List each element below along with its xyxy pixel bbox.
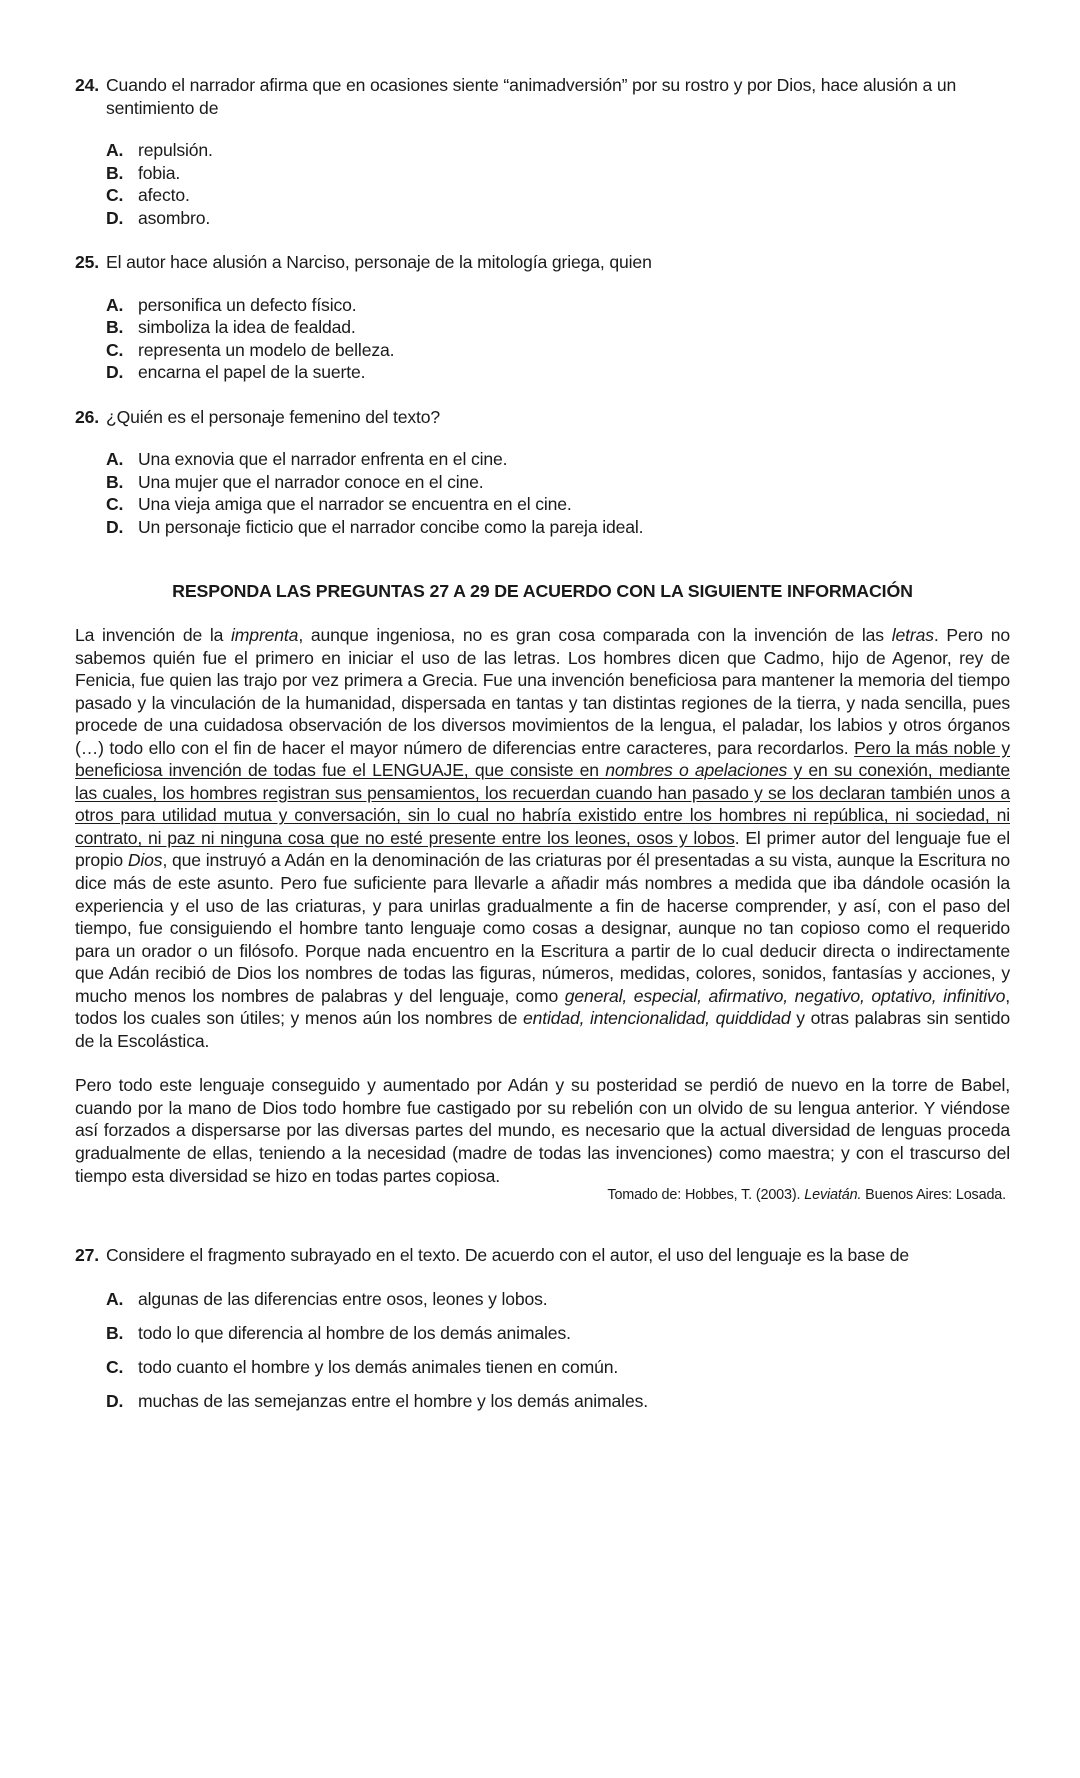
- option-d[interactable]: [106, 516, 1010, 539]
- option-b[interactable]: [106, 1322, 1010, 1345]
- option-text: personifica un defecto físico.: [138, 294, 357, 315]
- option-letter: B.: [106, 1322, 124, 1343]
- passage-text: , aunque ingeniosa, no es gran cosa comparada con la invención de las: [298, 625, 892, 645]
- option-text: asombro.: [138, 207, 211, 228]
- question-stem: El autor hace alusión a Narciso, personaje de la mitología griega, quien: [106, 252, 652, 272]
- passage-italic-text: general, especial, afirmativo, negativo, optativo, infinitivo: [564, 985, 1006, 1006]
- passage-text: . El primer autor del lenguaje fue el propio: [75, 827, 1010, 871]
- option-text: muchas de las semejanzas entre el hombre y los demás animales.: [138, 1390, 648, 1411]
- option-letter: A.: [106, 294, 124, 315]
- passage-text: , que instruyó a Adán en la denominación de las criaturas por él presentadas a su vista, aunque la Escritura no dice más de este asunto. Pero fue suficiente para llevarle a añadir más nombres a medida que iba dándole ocasión la experiencia y el uso de las criaturas, y para unirlas gradualmente a fin de hacerse comprender, y así, con el paso del tiempo, fue consiguiendo el hombre tanto lenguaje como cosas a designar, aunque no tan copioso como el requerido para un orador o un filósofo. Porque nada encuentro en la Escritura a partir de lo cual deducir directa o indirectamente que Adán recibió de Dios los nombres de todas las figuras, números, medidas, colores, sonidos, fantasías y acciones, y mucho menos los nombres de palabras y del lenguaje, como: [75, 850, 1010, 1006]
- source-citation: [75, 1187, 1006, 1204]
- passage-paragraph-2: Pero todo este lenguaje conseguido y aumentado por Adán y su posteridad se perdió de nuevo en la torre de Babel, cuando por la mano de Dios todo hombre fue castigado por su rebelión con un olvido de su lengua anterior. Y viéndose así forzados a dispersarse por las diversas partes del mundo, es necesario que la actual diversidad de lenguas proceda gradualmente de ellas, teniendo a la necesidad (madre de todas las invenciones) como maestra; y con el trascurso del tiempo esta diversidad se hizo en todas partes copiosa.: [75, 1075, 1010, 1186]
- option-d[interactable]: [106, 361, 1010, 384]
- option-d[interactable]: [106, 1390, 1010, 1413]
- option-text: afecto.: [138, 185, 190, 205]
- option-letter: C.: [106, 185, 124, 205]
- option-text: todo cuanto el hombre y los demás animales tienen en común.: [138, 1356, 619, 1377]
- option-a[interactable]: [106, 1288, 1010, 1311]
- option-text: Una exnovia que el narrador enfrenta en el cine.: [138, 449, 508, 469]
- question-stem: ¿Quién es el personaje femenino del texto?: [106, 406, 441, 427]
- option-letter: D.: [106, 362, 124, 382]
- option-b[interactable]: [106, 162, 1010, 185]
- option-text: Una mujer que el narrador conoce en el cine.: [138, 471, 484, 492]
- question-number: 24.: [75, 75, 100, 95]
- option-b[interactable]: [106, 471, 1010, 494]
- question-number: 27.: [75, 1245, 100, 1266]
- passage-text: Pero la más noble y beneficiosa invención de todas fue el LENGUAJE, que consiste en: [75, 737, 1010, 781]
- exam-page: [75, 74, 1010, 1424]
- option-letter: C.: [106, 1356, 124, 1377]
- option-letter: D.: [106, 207, 124, 228]
- passage-italic-text: entidad, intencionalidad, quiddidad: [522, 1008, 791, 1029]
- passage-text: y otras palabras sin sentido de la Escolástica.: [75, 1008, 1010, 1051]
- option-text: Una vieja amiga que el narrador se encuentra en el cine.: [138, 494, 572, 514]
- option-letter: C.: [106, 339, 124, 360]
- option-text: fobia.: [138, 162, 181, 183]
- option-c[interactable]: [106, 493, 1010, 516]
- passage-paragraph-1: [75, 624, 1010, 1052]
- passage-italic-text: nombres o apelaciones: [605, 760, 788, 781]
- option-c[interactable]: [106, 1356, 1010, 1379]
- option-letter: D.: [106, 516, 124, 537]
- passage-text: La invención de la: [75, 625, 232, 645]
- citation-title: Leviatán.: [804, 1187, 862, 1204]
- citation-text: Tomado de: Hobbes, T. (2003).: [607, 1187, 805, 1204]
- option-letter: A.: [106, 449, 124, 469]
- question-stem: Cuando el narrador afirma que en ocasiones siente “animadversión” por su rostro y por Dios, hace alusión a un sentimiento de: [106, 75, 957, 118]
- option-letter: A.: [106, 1288, 124, 1309]
- option-letter: C.: [106, 494, 124, 514]
- option-b[interactable]: [106, 316, 1010, 339]
- reading-passage: [75, 624, 1010, 1204]
- passage-text: . Pero no sabemos quién fue el primero en iniciar el uso de las letras. Los hombres dicen que Cadmo, hijo de Agenor, rey de Fenicia, fue quien las trajo por vez primera a Grecia. Fue una invención beneficiosa para mantener la memoria del tiempo pasado y la vinculación de la humanidad, dispersada en tantas y tan distintas regiones de la tierra, y nada sencilla, pues procede de una cuidadosa observación de los diversos movimientos de la lengua, el paladar, los labios y otros órganos (…) todo ello con el fin de hacer el mayor número de diferencias entre caracteres, para recordarlos.: [75, 625, 1010, 758]
- section-heading: RESPONDA LAS PREGUNTAS 27 A 29 DE ACUERDO CON LA SIGUIENTE INFORMACIÓN: [172, 581, 913, 601]
- option-text: encarna el papel de la suerte.: [138, 362, 366, 382]
- question-26: [75, 406, 1010, 539]
- option-letter: A.: [106, 140, 124, 160]
- option-letter: B.: [106, 317, 124, 337]
- option-a[interactable]: [106, 448, 1010, 471]
- question-24: [75, 74, 1010, 229]
- question-stem: Considere el fragmento subrayado en el texto. De acuerdo con el autor, el uso del lenguaje es la base de: [106, 1245, 910, 1266]
- option-a[interactable]: [106, 139, 1010, 162]
- passage-text: y en su conexión, mediante las cuales, los hombres registran sus pensamientos, los recuerdan cuando han pasado y se los declaran también unos a otros para utilidad mutua y conversación, sin lo cual no habría existido entre los hombres ni república, ni sociedad, ni contrato, ni paz ni ninguna cosa que no esté presente entre los leones, osos y lobos: [75, 760, 1010, 848]
- option-text: representa un modelo de belleza.: [138, 339, 395, 360]
- citation-text: Buenos Aires: Losada.: [861, 1187, 1006, 1204]
- question-number: 26.: [75, 406, 100, 427]
- option-text: Un personaje ficticio que el narrador concibe como la pareja ideal.: [138, 516, 644, 537]
- option-letter: B.: [106, 471, 124, 492]
- option-text: todo lo que diferencia al hombre de los demás animales.: [138, 1322, 571, 1343]
- passage-italic-text: letras: [891, 625, 934, 645]
- option-text: simboliza la idea de fealdad.: [138, 317, 356, 337]
- passage-italic-text: imprenta: [231, 625, 299, 645]
- option-d[interactable]: [106, 207, 1010, 230]
- option-letter: B.: [106, 162, 124, 183]
- option-text: repulsión.: [138, 140, 213, 160]
- option-c[interactable]: [106, 339, 1010, 362]
- passage-italic-text: Dios: [127, 850, 163, 871]
- option-letter: D.: [106, 1390, 124, 1411]
- option-c[interactable]: [106, 184, 1010, 207]
- question-27: [75, 1244, 1010, 1412]
- question-number: 25.: [75, 252, 100, 272]
- passage-text: , todos los cuales son útiles; y menos aún los nombres de: [75, 985, 1010, 1029]
- question-25: [75, 251, 1010, 384]
- option-a[interactable]: [106, 294, 1010, 317]
- option-text: algunas de las diferencias entre osos, leones y lobos.: [138, 1288, 548, 1309]
